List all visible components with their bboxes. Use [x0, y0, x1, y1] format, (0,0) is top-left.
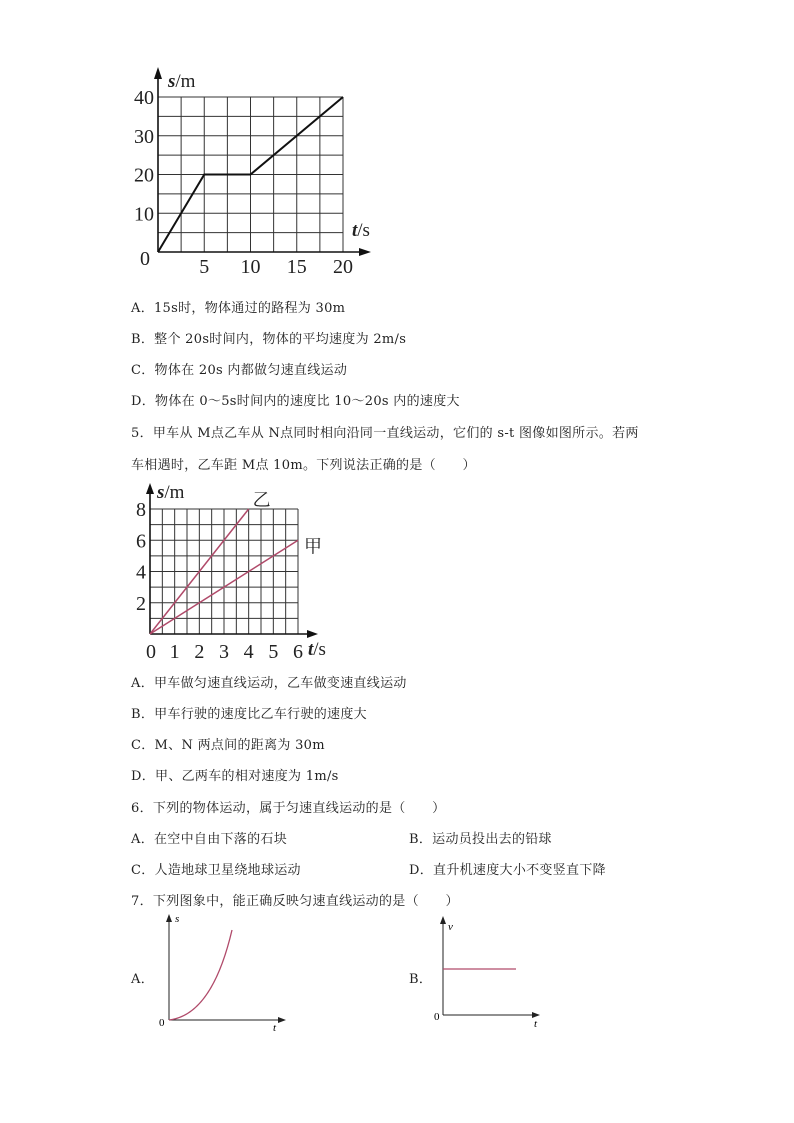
q5-option-b: B．甲车行驶的速度比乙车行驶的速度大 [131, 707, 367, 722]
q5-stem-line1: 5．甲车从 M点乙车从 N点同时相向沿同一直线运动，它们的 s-t 图像如图所示。若两 [131, 426, 639, 441]
q5-series-label-jia: 甲 [304, 536, 322, 557]
q5-option-c: C．M、N 两点间的距离为 30m [131, 738, 325, 753]
q4-x-axis-label: t/s [352, 220, 370, 241]
q5-x-tick: 1 [169, 641, 180, 663]
q7-a-xlabel: t [273, 1022, 277, 1034]
q6-option-c: C．人造地球卫星绕地球运动 [131, 863, 301, 878]
q6-stem: 6．下列的物体运动，属于匀速直线运动的是（ ） [131, 801, 446, 816]
q7-graph-a [150, 912, 280, 1032]
q4-x-tick: 5 [199, 256, 210, 278]
q5-option-d: D．甲、乙两车的相对速度为 1m/s [131, 769, 339, 784]
q5-x-tick: 5 [268, 641, 279, 663]
q5-series-label-yi: 乙 [252, 490, 271, 510]
q5-y-tick: 6 [136, 530, 146, 553]
q7-a-origin: 0 [159, 1017, 165, 1029]
q7-b-xlabel: t [534, 1018, 538, 1030]
y-arrow-icon [146, 483, 154, 494]
q4-x-tick: 0 [140, 248, 150, 270]
q6-option-a: A．在空中自由下落的石块 [131, 832, 287, 847]
q5-x-tick: 6 [293, 641, 303, 663]
q5-x-tick: 4 [243, 641, 254, 663]
q5-option-a: A．甲车做匀速直线运动，乙车做变速直线运动 [131, 676, 407, 691]
x-arrow-icon [307, 630, 318, 638]
y-arrow-icon [440, 916, 446, 924]
q4-option-c: C．物体在 20s 内都做匀速直线运动 [131, 363, 348, 378]
q5-x-tick: 3 [219, 641, 229, 663]
q4-x-tick: 10 [240, 256, 261, 278]
q7-graph-b [424, 912, 544, 1032]
q6-option-b: B．运动员投出去的铅球 [409, 832, 552, 847]
q6-option-d: D．直升机速度大小不变竖直下降 [409, 863, 606, 878]
q4-option-d: D．物体在 0～5s时间内的速度比 10～20s 内的速度大 [131, 394, 460, 409]
y-arrow-icon [166, 914, 172, 922]
q5-x-tick: 2 [194, 641, 205, 663]
q4-option-b: B．整个 20s时间内，物体的平均速度为 2m/s [131, 332, 407, 347]
q4-y-axis-label: s/m [168, 71, 196, 92]
q7-b-origin: 0 [434, 1011, 440, 1023]
q7-option-b-label: B． [409, 972, 433, 987]
q7-b-ylabel: v [448, 921, 453, 933]
q5-x-axis-label: t/s [308, 639, 326, 660]
q5-stem-line2: 车相遇时，乙车距 M点 10m。下列说法正确的是（ ） [131, 458, 476, 473]
q7-option-a-label: A． [131, 972, 154, 987]
q5-y-tick: 2 [136, 592, 146, 615]
q5-y-axis-label: s/m [157, 482, 185, 503]
q5-x-tick: 0 [146, 641, 156, 663]
q5-y-tick: 8 [136, 499, 146, 521]
q4-y-tick: 30 [134, 125, 154, 148]
q4-x-tick: 15 [286, 256, 307, 278]
q7-a-ylabel: s [175, 913, 180, 925]
q5-y-tick: 4 [136, 561, 146, 584]
q4-y-tick: 20 [134, 164, 154, 187]
q7-curve-a [169, 930, 232, 1020]
q4-option-a: A．15s时，物体通过的路程为 30m [131, 301, 346, 316]
x-arrow-icon [359, 248, 371, 256]
q4-y-tick: 10 [134, 203, 154, 226]
q4-x-tick: 20 [333, 256, 353, 278]
q4-y-tick: 40 [134, 87, 154, 109]
q7-stem: 7．下列图象中，能正确反映匀速直线运动的是（ ） [131, 894, 459, 909]
y-arrow-icon [154, 67, 162, 79]
